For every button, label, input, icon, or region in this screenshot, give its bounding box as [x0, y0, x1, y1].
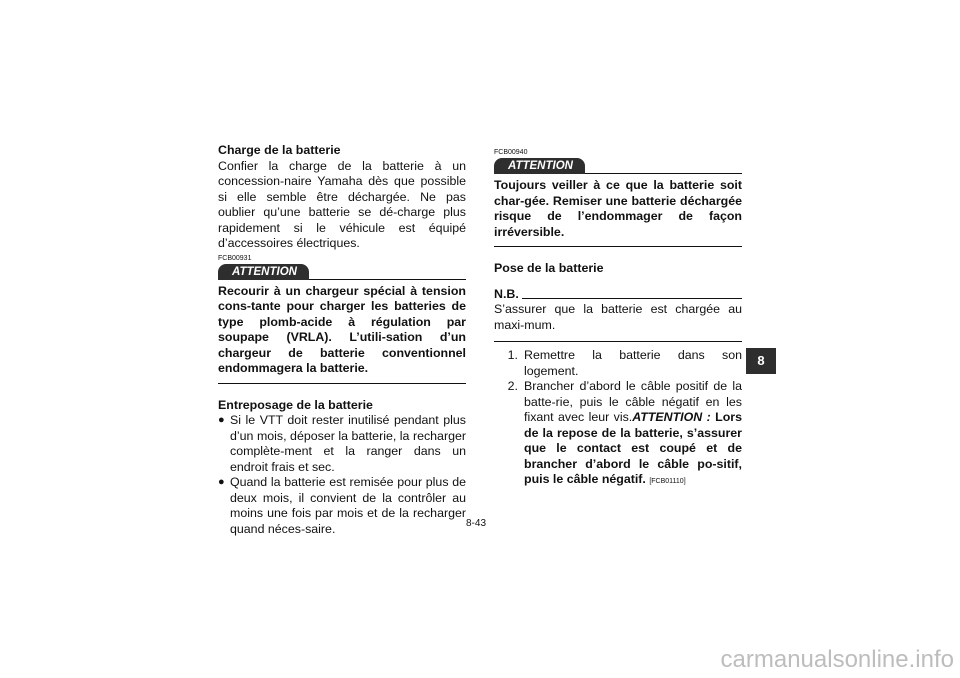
- bullet-text: Si le VTT doit rester inutilisé pendant plus d’un mois, déposer la batterie, la recharger complète-ment et la ranger dans un endroit frais et sec.: [230, 413, 466, 474]
- charge-paragraph: Confier la charge de la batterie à un concession-naire Yamaha dès que possible si elle semble être déchargée. Ne pas oublier qu’une batterie se dé-charge plus rapidement si le véhicule est équipé d’accessoires électriques.: [218, 158, 466, 250]
- inline-attention-label: ATTENTION :: [632, 410, 711, 424]
- list-item: [494, 379, 742, 490]
- inline-attention-code: [FCB01110]: [649, 478, 686, 485]
- attention-header: [218, 263, 466, 280]
- install-heading: Pose de la batterie: [494, 261, 604, 275]
- step-body: [524, 379, 742, 490]
- nb-rule: [522, 298, 742, 299]
- step-number: 1.: [507, 348, 518, 362]
- left-column: [218, 143, 466, 537]
- nb-text: S’assurer que la batterie est chargée au maxi-mum.: [494, 302, 742, 332]
- charge-heading: Charge de la batterie: [218, 143, 341, 157]
- attention-text: Toujours veiller à ce que la batterie soit char-gée. Remiser une batterie déchargée risque de l’endommager de façon irréversible.: [494, 174, 742, 247]
- list-item: [494, 348, 742, 379]
- attention-code: FCB00931: [218, 254, 252, 262]
- attention-badge: ATTENTION: [218, 264, 309, 280]
- storage-heading: Entreposage de la batterie: [218, 397, 373, 412]
- list-item: [218, 475, 466, 537]
- nb-end-rule: [494, 333, 742, 342]
- list-item: [218, 413, 466, 475]
- bullet-text: Quand la batterie est remisée pour plus de deux mois, il convient de la contrôler au moins une fois par mois et de la recharger quand néces-saire.: [230, 475, 466, 536]
- inline-attention-text: Lors de la repose de la batterie, s’assurer que le contact est coupé et de brancher d’abord le câble po-sitif, puis le câble négatif.: [524, 410, 742, 486]
- section-tab: 8: [746, 348, 776, 374]
- attention-header: [494, 157, 742, 174]
- attention-rule: [585, 173, 742, 174]
- step-text: Remettre la batterie dans son logement.: [524, 348, 742, 378]
- bullet-icon: ●: [218, 476, 225, 488]
- attention-rule: [309, 279, 466, 280]
- bullet-icon: ●: [218, 414, 225, 426]
- attention-text: Recourir à un chargeur spécial à tension cons-tante pour charger les batteries de type plomb-acide à régulation par soupape (VRLA). L’utili-sation d’un chargeur de batterie conventionnel endommagera la batterie.: [218, 280, 466, 384]
- step-number: 2.: [507, 379, 518, 393]
- nb-header: [494, 287, 742, 303]
- nb-label: N.B.: [494, 286, 519, 301]
- watermark: carmanualsonline.info: [720, 646, 954, 673]
- right-column: [494, 143, 742, 490]
- attention-badge: ATTENTION: [494, 158, 585, 174]
- page-number: 8-43: [466, 518, 487, 529]
- attention-code: FCB00940: [494, 149, 528, 156]
- step-text: Brancher d’abord le câble positif de la batte-rie, puis le câble négatif en les fixant avec leur vis.: [524, 379, 742, 424]
